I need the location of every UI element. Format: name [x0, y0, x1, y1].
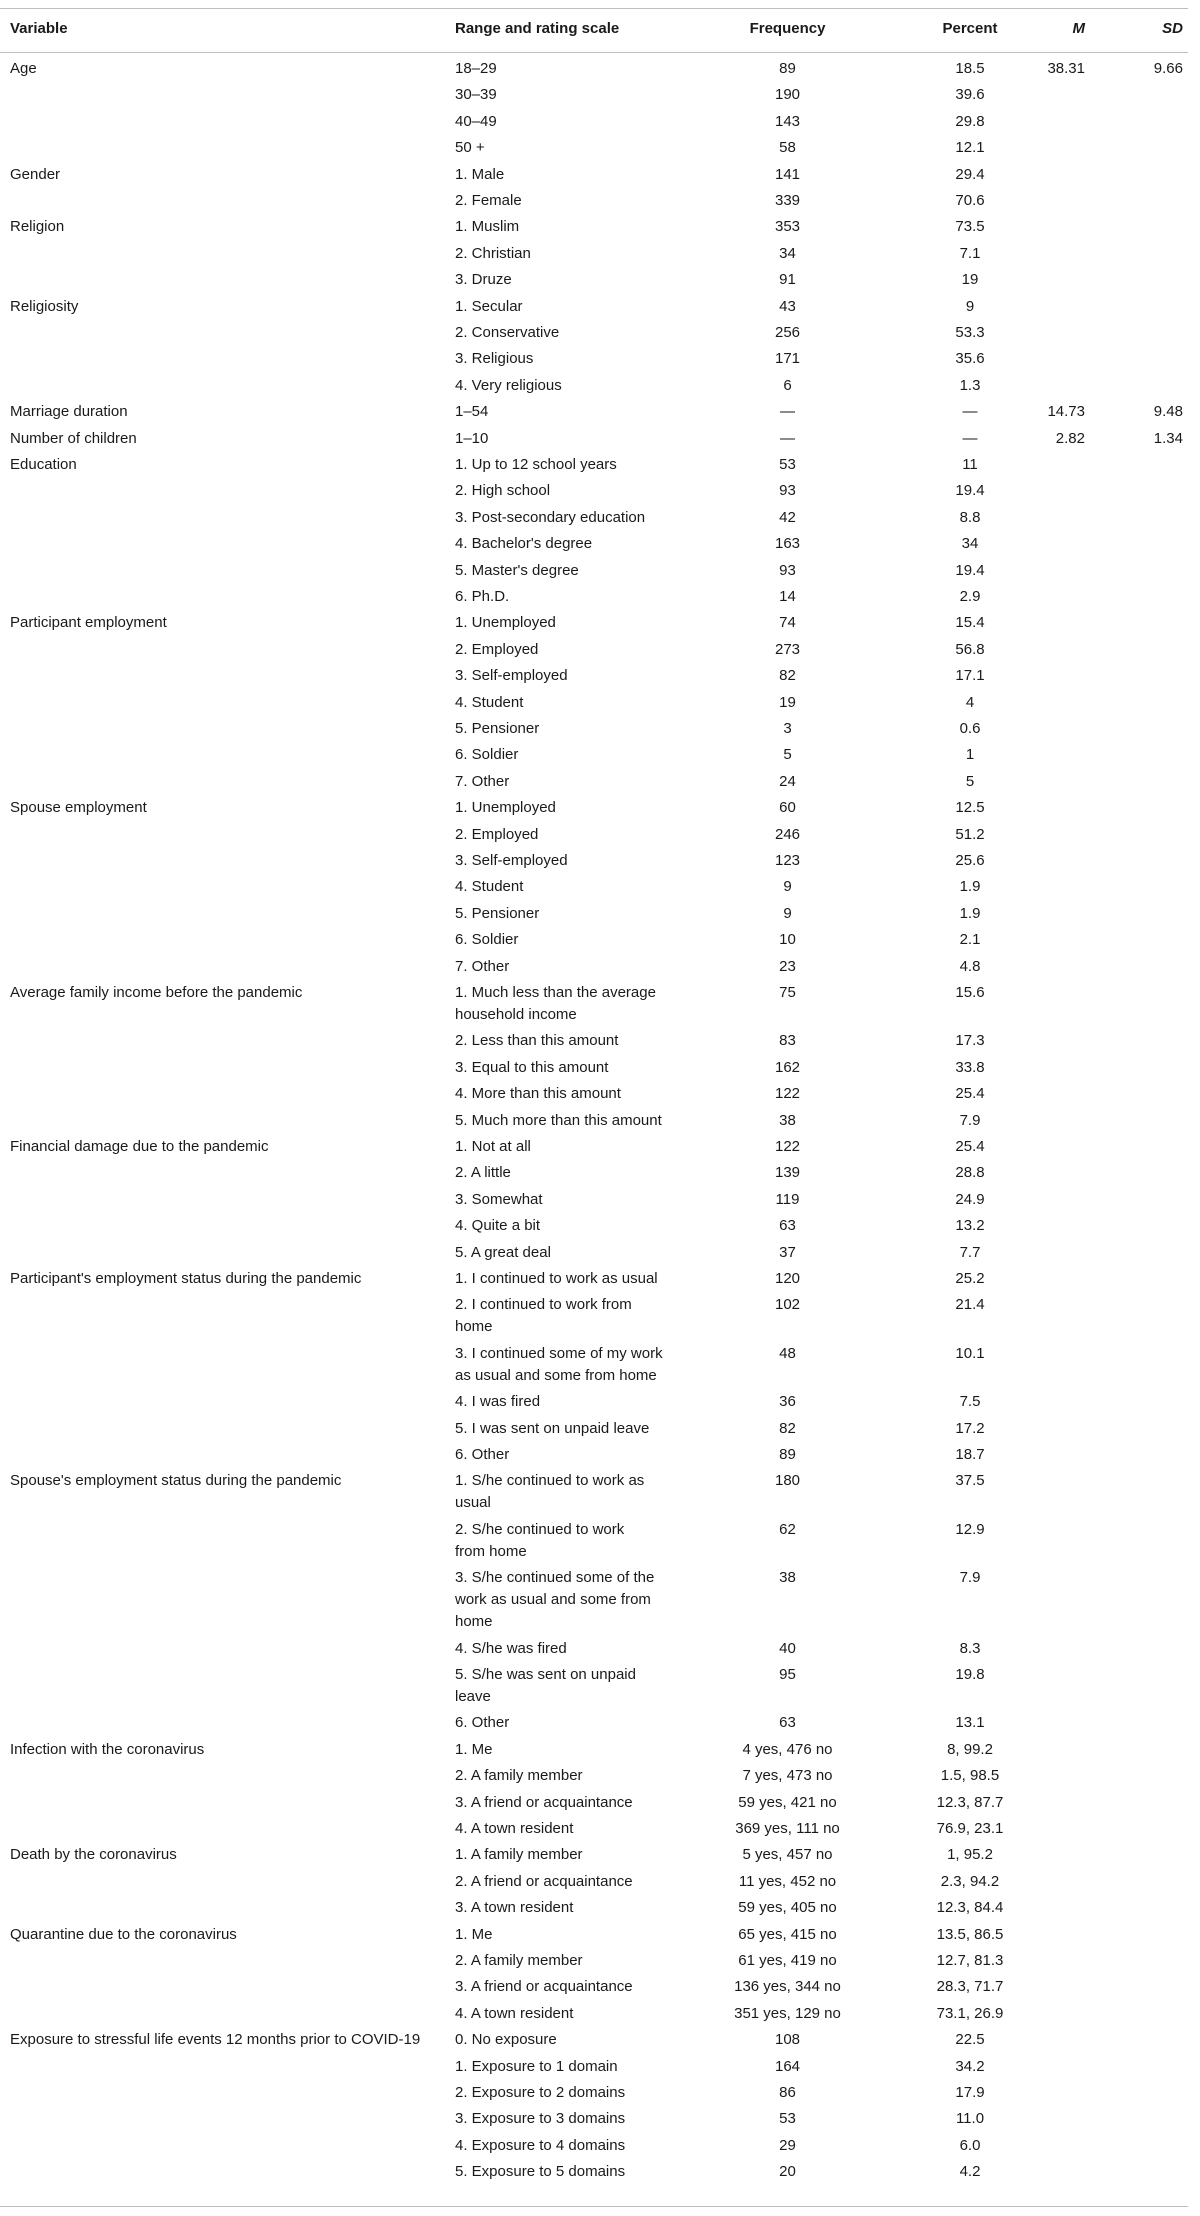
cell-percent: 37.5 [955, 1472, 985, 1489]
cell-range: 1. Unemployed [455, 614, 556, 631]
cell-range: 2. A family member [455, 1767, 583, 1784]
cell-percent: 39.6 [955, 86, 985, 103]
cell-frequency: 59 yes, 421 no [738, 1794, 837, 1811]
cell-frequency: 82 [779, 1420, 796, 1437]
cell-range: 4. I was fired [455, 1393, 541, 1410]
cell-variable: Infection with the coronavirus [10, 1741, 205, 1758]
header-mean: M [1072, 20, 1085, 37]
cell-variable: Financial damage due to the pandemic [10, 1138, 269, 1155]
cell-range: 4. A town resident [455, 2005, 574, 2022]
cell-range: 1. Secular [455, 298, 523, 315]
cell-percent: 25.6 [955, 852, 985, 869]
cell-range: 6. Soldier [455, 746, 519, 763]
cell-percent: 1.9 [959, 878, 981, 895]
cell-range: 1–54 [455, 403, 489, 420]
cell-percent: 76.9, 23.1 [936, 1820, 1004, 1837]
cell-frequency: 74 [779, 614, 796, 631]
cell-percent: 18.5 [955, 60, 985, 77]
cell-frequency: 339 [774, 192, 801, 209]
cell-percent: 2.3, 94.2 [940, 1873, 1000, 1890]
cell-range: 1. Up to 12 school years [455, 456, 617, 473]
cell-range: 6. Other [455, 1446, 510, 1463]
cell-range: 3. Druze [455, 271, 512, 288]
cell-frequency: 60 [779, 799, 796, 816]
cell-frequency: 351 yes, 129 no [734, 2005, 841, 2022]
cell-percent: 17.1 [955, 667, 985, 684]
cell-frequency: 143 [774, 113, 801, 130]
cell-percent: 19 [961, 271, 979, 288]
cell-frequency: 108 [774, 2031, 801, 2048]
cell-range: 3. I continued some of my work as usual and some from home [455, 1345, 663, 1384]
cell-frequency: 36 [779, 1393, 796, 1410]
cell-percent: 1 [965, 746, 975, 763]
cell-frequency: 190 [774, 86, 801, 103]
cell-range: 1. Not at all [455, 1138, 531, 1155]
cell-percent: 33.8 [955, 1059, 985, 1076]
cell-frequency: 9 [783, 878, 792, 895]
cell-frequency: 246 [774, 826, 801, 843]
cell-range: 1. Exposure to 1 domain [455, 2058, 618, 2075]
cell-percent: 21.4 [955, 1296, 985, 1313]
cell-range: 0. No exposure [455, 2031, 557, 2048]
cell-range: 4. Very religious [455, 377, 562, 394]
cell-percent: 7.9 [959, 1569, 981, 1586]
cell-frequency: 4 yes, 476 no [742, 1741, 833, 1758]
cell-percent: 17.3 [955, 1032, 985, 1049]
cell-frequency: 91 [779, 271, 796, 288]
cell-frequency: 119 [775, 1191, 800, 1208]
cell-sd: 9.66 [1153, 60, 1183, 77]
cell-range: 2. Female [455, 192, 522, 209]
cell-frequency: 20 [779, 2163, 796, 2180]
cell-frequency: 10 [779, 931, 796, 948]
cell-frequency: 48 [779, 1345, 796, 1362]
cell-frequency: 40 [779, 1640, 796, 1657]
cell-range: 1. Me [455, 1926, 493, 1943]
cell-percent: 19.8 [955, 1666, 985, 1683]
cell-percent: 6.0 [959, 2137, 981, 2154]
cell-percent: 56.8 [955, 641, 985, 658]
cell-percent: 28.3, 71.7 [936, 1978, 1004, 1995]
cell-range: 3. A friend or acquaintance [455, 1978, 633, 1995]
cell-frequency: 89 [779, 60, 796, 77]
cell-range: 6. Soldier [455, 931, 519, 948]
cell-percent: 34 [961, 535, 979, 552]
cell-percent: 73.5 [955, 218, 985, 235]
cell-percent: 8.3 [959, 1640, 981, 1657]
cell-percent: 11.0 [955, 2110, 985, 2127]
cell-variable: Average family income before the pandemic [10, 984, 303, 1001]
cell-range: 1. Much less than the average household income [455, 984, 656, 1023]
cell-percent: 19.4 [955, 482, 985, 499]
cell-frequency: 95 [779, 1666, 796, 1683]
cell-range: 3. A town resident [455, 1899, 574, 1916]
cell-frequency: 180 [774, 1472, 801, 1489]
cell-percent: 22.5 [955, 2031, 985, 2048]
cell-variable: Spouse's employment status during the pandemic [10, 1472, 342, 1489]
cell-frequency: 136 yes, 344 no [734, 1978, 841, 1995]
cell-percent: 1.5, 98.5 [940, 1767, 1000, 1784]
cell-variable: Education [10, 456, 77, 473]
cell-range: 1. Muslim [455, 218, 520, 235]
cell-frequency: 89 [779, 1446, 796, 1463]
cell-frequency: 59 yes, 405 no [738, 1899, 837, 1916]
cell-percent: 10.1 [955, 1345, 985, 1362]
cell-frequency: 38 [779, 1112, 796, 1129]
cell-percent: 53.3 [955, 324, 985, 341]
cell-percent: 70.6 [955, 192, 985, 209]
cell-range: 1. A family member [455, 1846, 583, 1863]
cell-percent: 12.3, 87.7 [936, 1794, 1004, 1811]
header-sd: SD [1162, 20, 1183, 37]
cell-range: 6. Other [455, 1714, 510, 1731]
cell-percent: 17.9 [955, 2084, 985, 2101]
cell-frequency: 162 [774, 1059, 801, 1076]
cell-percent: 12.7, 81.3 [936, 1952, 1004, 1969]
cell-range: 4. Student [455, 878, 524, 895]
cell-range: 3. Post-secondary education [455, 509, 646, 526]
cell-range: 2. Conservative [455, 324, 560, 341]
cell-range: 2. Employed [455, 641, 539, 658]
cell-variable: Age [10, 60, 37, 77]
cell-variable: Participant employment [10, 614, 167, 631]
cell-range: 2. Christian [455, 245, 531, 262]
cell-range: 6. Ph.D. [455, 588, 510, 605]
cell-frequency: 102 [774, 1296, 801, 1313]
cell-frequency: 53 [779, 2110, 796, 2127]
cell-percent: 19.4 [955, 562, 985, 579]
cell-percent: 25.4 [955, 1138, 985, 1155]
cell-frequency: 163 [774, 535, 801, 552]
cell-range: 1. Me [455, 1741, 493, 1758]
cell-range: 2. A little [455, 1164, 511, 1181]
cell-percent: 13.1 [955, 1714, 985, 1731]
cell-range: 2. Less than this amount [455, 1032, 619, 1049]
cell-frequency: 369 yes, 111 no [735, 1820, 840, 1837]
cell-frequency: 123 [774, 852, 801, 869]
cell-frequency: 43 [779, 298, 796, 315]
cell-frequency: 19 [779, 694, 796, 711]
cell-range: 1. Unemployed [455, 799, 556, 816]
cell-percent: 0.6 [959, 720, 981, 737]
cell-percent: 7.1 [959, 245, 981, 262]
cell-range: 2. A family member [455, 1952, 583, 1969]
cell-frequency: 353 [774, 218, 801, 235]
cell-frequency: 141 [774, 166, 801, 183]
cell-mean: 14.73 [1047, 403, 1085, 420]
cell-frequency: 34 [779, 245, 796, 262]
cell-range: 2. Exposure to 2 domains [455, 2084, 626, 2101]
cell-range: 5. I was sent on unpaid leave [455, 1420, 650, 1437]
cell-frequency: 14 [779, 588, 796, 605]
cell-range: 2. High school [455, 482, 551, 499]
cell-range: 1–10 [455, 430, 489, 447]
cell-percent: 13.2 [955, 1217, 985, 1234]
cell-percent: 12.1 [955, 139, 985, 156]
cell-frequency: 42 [779, 509, 796, 526]
cell-percent: 1.9 [959, 905, 981, 922]
cell-percent: 15.4 [955, 614, 985, 631]
cell-percent: 7.7 [959, 1244, 981, 1261]
cell-range: 1. S/he continued to work as usual [455, 1472, 645, 1511]
cell-range: 5. A great deal [455, 1244, 551, 1261]
header-range: Range and rating scale [455, 20, 620, 37]
cell-percent: 25.4 [955, 1085, 985, 1102]
cell-frequency: 86 [779, 2084, 796, 2101]
cell-percent: 2.9 [959, 588, 981, 605]
cell-range: 3. A friend or acquaintance [455, 1794, 633, 1811]
cell-frequency: 7 yes, 473 no [742, 1767, 833, 1784]
cell-frequency: 122 [774, 1085, 801, 1102]
cell-range: 4. A town resident [455, 1820, 574, 1837]
cell-frequency: 11 yes, 452 no [738, 1873, 837, 1890]
cell-frequency: 6 [783, 377, 792, 394]
cell-frequency: 164 [774, 2058, 801, 2075]
cell-percent: 8, 99.2 [947, 1741, 993, 1758]
cell-frequency: 5 yes, 457 no [742, 1846, 833, 1863]
cell-range: 50 + [455, 139, 485, 156]
cell-range: 3. Self-employed [455, 667, 568, 684]
cell-percent: 29.4 [955, 166, 985, 183]
cell-range: 5. Pensioner [455, 720, 540, 737]
cell-frequency: 62 [779, 1521, 796, 1538]
cell-range: 4. More than this amount [455, 1085, 621, 1102]
header-rule [0, 52, 1188, 53]
cell-range: 4. S/he was fired [455, 1640, 567, 1657]
cell-range: 4. Exposure to 4 domains [455, 2137, 626, 2154]
cell-mean: 38.31 [1047, 60, 1085, 77]
cell-mean: 2.82 [1055, 430, 1085, 447]
cell-percent: 25.2 [955, 1270, 985, 1287]
cell-range: 3. Exposure to 3 domains [455, 2110, 626, 2127]
cell-frequency: 65 yes, 415 no [738, 1926, 837, 1943]
cell-frequency: 53 [779, 456, 796, 473]
cell-frequency: — [780, 403, 795, 420]
cell-range: 3. Self-employed [455, 852, 568, 869]
cell-frequency: 82 [779, 667, 796, 684]
cell-percent: 73.1, 26.9 [936, 2005, 1004, 2022]
cell-range: 3. Equal to this amount [455, 1059, 609, 1076]
table-bottom-rule [0, 2206, 1188, 2207]
cell-range: 3. Somewhat [455, 1191, 543, 1208]
cell-percent: 12.3, 84.4 [936, 1899, 1004, 1916]
cell-frequency: 5 [783, 746, 792, 763]
cell-percent: 4.8 [959, 958, 981, 975]
cell-percent: 28.8 [955, 1164, 985, 1181]
cell-frequency: 171 [774, 350, 801, 367]
cell-frequency: 75 [779, 984, 796, 1001]
cell-percent: 13.5, 86.5 [936, 1926, 1004, 1943]
cell-frequency: 83 [779, 1032, 796, 1049]
cell-range: 5. S/he was sent on unpaid leave [455, 1666, 636, 1705]
cell-variable: Marriage duration [10, 403, 128, 420]
cell-range: 4. Student [455, 694, 524, 711]
cell-range: 1. Male [455, 166, 505, 183]
cell-frequency: 63 [779, 1714, 796, 1731]
cell-variable: Participant's employment status during the pandemic [10, 1270, 362, 1287]
cell-frequency: 120 [774, 1270, 801, 1287]
cell-range: 5. Much more than this amount [455, 1112, 662, 1129]
cell-range: 30–39 [455, 86, 497, 103]
cell-percent: 29.8 [955, 113, 985, 130]
cell-percent: 12.5 [955, 799, 985, 816]
cell-percent: 9 [965, 298, 975, 315]
cell-variable: Death by the coronavirus [10, 1846, 177, 1863]
cell-range: 4. Quite a bit [455, 1217, 541, 1234]
header-percent: Percent [942, 20, 998, 37]
cell-sd: 9.48 [1153, 403, 1183, 420]
cell-percent: 1.3 [959, 377, 981, 394]
cell-percent: 1, 95.2 [947, 1846, 993, 1863]
cell-range: 1. I continued to work as usual [455, 1270, 658, 1287]
cell-frequency: 29 [779, 2137, 796, 2154]
cell-frequency: 3 [783, 720, 792, 737]
cell-range: 2. A friend or acquaintance [455, 1873, 633, 1890]
cell-variable: Number of children [10, 430, 137, 447]
cell-range: 2. S/he continued to work from home [455, 1521, 625, 1560]
header-frequency: Frequency [749, 20, 826, 37]
cell-range: 18–29 [455, 60, 497, 77]
cell-frequency: 58 [779, 139, 796, 156]
cell-percent: 51.2 [955, 826, 985, 843]
cell-percent: — [962, 430, 978, 447]
cell-frequency: 38 [779, 1569, 796, 1586]
cell-percent: 4.2 [959, 2163, 981, 2180]
cell-range: 7. Other [455, 773, 510, 790]
cell-percent: 4 [965, 694, 975, 711]
cell-frequency: 61 yes, 419 no [738, 1952, 837, 1969]
cell-frequency: 93 [779, 562, 796, 579]
cell-percent: 12.9 [955, 1521, 985, 1538]
cell-percent: 35.6 [955, 350, 985, 367]
cell-percent: 2.1 [959, 931, 981, 948]
cell-range: 5. Exposure to 5 domains [455, 2163, 626, 2180]
cell-frequency: 24 [779, 773, 796, 790]
cell-frequency: — [780, 430, 795, 447]
cell-range: 2. Employed [455, 826, 539, 843]
cell-variable: Religion [10, 218, 65, 235]
cell-frequency: 122 [774, 1138, 801, 1155]
cell-frequency: 93 [779, 482, 796, 499]
cell-frequency: 9 [783, 905, 792, 922]
cell-range: 4. Bachelor's degree [455, 535, 593, 552]
cell-percent: 7.9 [959, 1112, 981, 1129]
cell-variable: Quarantine due to the coronavirus [10, 1926, 237, 1943]
cell-frequency: 37 [779, 1244, 796, 1261]
cell-percent: — [962, 403, 978, 420]
table-top-rule [0, 8, 1188, 9]
cell-percent: 34.2 [955, 2058, 985, 2075]
cell-range: 40–49 [455, 113, 497, 130]
cell-percent: 17.2 [955, 1420, 985, 1437]
header-variable: Variable [10, 20, 68, 37]
cell-frequency: 273 [774, 641, 801, 658]
cell-percent: 5 [965, 773, 975, 790]
cell-sd: 1.34 [1153, 430, 1183, 447]
cell-range: 7. Other [455, 958, 510, 975]
cell-percent: 11 [962, 456, 978, 473]
cell-range: 3. S/he continued some of the work as usual and some from home [455, 1569, 655, 1630]
cell-variable: Spouse employment [10, 799, 147, 816]
cell-percent: 18.7 [955, 1446, 985, 1463]
cell-percent: 8.8 [959, 509, 981, 526]
cell-frequency: 63 [779, 1217, 796, 1234]
cell-variable: Exposure to stressful life events 12 months prior to COVID-19 [10, 2031, 421, 2048]
cell-frequency: 139 [774, 1164, 801, 1181]
cell-frequency: 23 [779, 958, 796, 975]
cell-variable: Gender [10, 166, 61, 183]
cell-variable: Religiosity [10, 298, 79, 315]
cell-range: 5. Pensioner [455, 905, 540, 922]
cell-frequency: 256 [774, 324, 801, 341]
cell-range: 5. Master's degree [455, 562, 579, 579]
cell-range: 3. Religious [455, 350, 534, 367]
cell-percent: 15.6 [955, 984, 985, 1001]
cell-range: 2. I continued to work from home [455, 1296, 632, 1335]
cell-percent: 7.5 [959, 1393, 981, 1410]
cell-percent: 24.9 [955, 1191, 985, 1208]
